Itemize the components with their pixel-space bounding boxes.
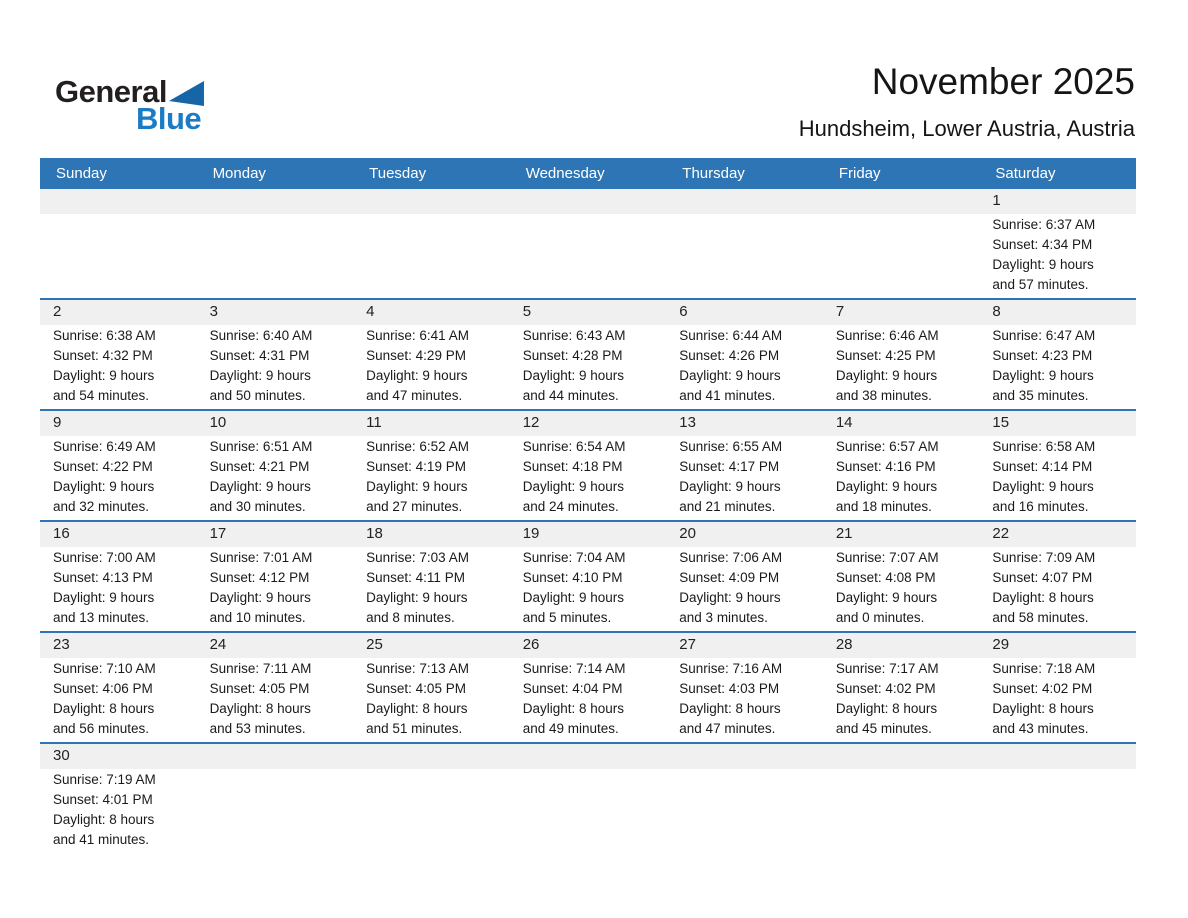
- day-detail-line: Daylight: 9 hours: [53, 590, 155, 605]
- day-cell-details: [353, 325, 510, 409]
- day-detail-line: Daylight: 8 hours: [679, 701, 781, 716]
- empty-day-cell: [510, 769, 667, 853]
- day-detail-line: Sunset: 4:19 PM: [366, 459, 466, 474]
- weekday-monday: Monday: [212, 165, 266, 182]
- day-number: 16: [53, 525, 70, 542]
- weekday-thursday: Thursday: [682, 165, 745, 182]
- day-detail-line: Daylight: 9 hours: [992, 257, 1094, 272]
- day-detail-line: and 43 minutes.: [992, 721, 1089, 736]
- day-detail-line: and 16 minutes.: [992, 499, 1089, 514]
- day-cell-details: [510, 436, 667, 520]
- logo-text-general: General: [55, 74, 167, 109]
- day-detail-line: Sunset: 4:02 PM: [992, 681, 1093, 696]
- day-detail-line: and 50 minutes.: [209, 388, 306, 403]
- day-detail-line: Daylight: 8 hours: [835, 701, 938, 716]
- day-detail-line: Sunrise: 6:37 AM: [992, 217, 1096, 232]
- day-detail-line: and 32 minutes.: [53, 499, 150, 514]
- day-cell-details: [40, 547, 197, 631]
- day-details-strip: [40, 547, 1136, 631]
- empty-day-cell: [40, 214, 197, 298]
- weekday-saturday: Saturday: [995, 165, 1056, 182]
- empty-day-number: [979, 744, 1136, 769]
- day-detail-line: Sunset: 4:16 PM: [835, 459, 936, 474]
- day-number: 13: [679, 414, 696, 431]
- day-number-strip: [40, 522, 1136, 547]
- day-detail-line: Daylight: 9 hours: [679, 479, 781, 494]
- day-cell-details: [510, 658, 667, 742]
- calendar-weeks: [40, 189, 1136, 853]
- day-detail-line: Sunrise: 7:17 AM: [835, 661, 939, 676]
- day-detail-line: and 30 minutes.: [209, 499, 306, 514]
- empty-day-cell: [197, 214, 354, 298]
- day-detail-line: Sunset: 4:25 PM: [835, 348, 936, 363]
- day-detail-line: and 47 minutes.: [679, 721, 776, 736]
- empty-day-cell: [823, 769, 980, 853]
- empty-day-cell: [197, 769, 354, 853]
- weekday-tuesday: Tuesday: [369, 165, 427, 182]
- day-number-strip: [40, 189, 1136, 214]
- empty-day-number: [510, 744, 667, 769]
- day-detail-line: Daylight: 9 hours: [209, 479, 311, 494]
- day-detail-line: Sunset: 4:31 PM: [209, 348, 310, 363]
- day-detail-line: Sunset: 4:11 PM: [366, 570, 465, 585]
- day-number: 27: [679, 636, 696, 653]
- day-detail-line: Daylight: 8 hours: [992, 590, 1094, 605]
- day-detail-line: Sunrise: 7:14 AM: [522, 661, 626, 676]
- day-number: 25: [366, 636, 383, 653]
- day-detail-line: Sunrise: 7:18 AM: [992, 661, 1096, 676]
- day-cell-details: [823, 658, 980, 742]
- title-block: [799, 62, 1135, 142]
- day-detail-line: Sunrise: 7:01 AM: [209, 550, 313, 565]
- day-cell-details: [510, 547, 667, 631]
- day-cell-details: [197, 658, 354, 742]
- empty-day-number: [197, 744, 354, 769]
- day-number: 22: [992, 525, 1010, 542]
- day-detail-line: Sunrise: 7:16 AM: [679, 661, 783, 676]
- day-detail-line: and 10 minutes.: [209, 610, 306, 625]
- day-detail-line: Sunset: 4:23 PM: [992, 348, 1093, 363]
- day-number: 18: [366, 525, 383, 542]
- day-number: 4: [366, 303, 375, 320]
- day-detail-line: Sunrise: 6:57 AM: [835, 439, 939, 454]
- day-detail-line: Sunset: 4:14 PM: [992, 459, 1093, 474]
- day-detail-line: Daylight: 9 hours: [522, 368, 625, 383]
- day-cell-details: [823, 547, 980, 631]
- weekday-header-row: [40, 158, 1136, 189]
- day-cell-details: [979, 325, 1136, 409]
- day-detail-line: Sunset: 4:07 PM: [992, 570, 1093, 585]
- day-number: 11: [366, 414, 382, 431]
- page-subtitle: Hundsheim, Lower Austria, Austria: [798, 115, 1135, 141]
- day-detail-line: Sunrise: 7:07 AM: [835, 550, 939, 565]
- day-detail-line: Sunrise: 6:41 AM: [366, 328, 469, 343]
- general-blue-logo: [55, 76, 204, 134]
- day-number: 29: [992, 636, 1010, 653]
- day-details-strip: [40, 214, 1136, 298]
- day-cell-details: [979, 658, 1136, 742]
- day-cell-details: [666, 547, 823, 631]
- day-detail-line: and 51 minutes.: [366, 721, 463, 736]
- empty-day-number: [197, 189, 354, 214]
- day-cell-details: [197, 436, 354, 520]
- day-number: 19: [522, 525, 540, 542]
- day-cell-details: [353, 547, 510, 631]
- day-cell-details: [666, 658, 823, 742]
- day-detail-line: Daylight: 9 hours: [366, 479, 468, 494]
- day-detail-line: and 53 minutes.: [209, 721, 306, 736]
- empty-day-cell: [353, 214, 510, 298]
- day-detail-line: and 44 minutes.: [522, 388, 619, 403]
- weekday-sunday: Sunday: [56, 165, 107, 182]
- empty-day-number: [666, 189, 823, 214]
- day-detail-line: Sunset: 4:17 PM: [679, 459, 780, 474]
- day-cell-details: [353, 436, 510, 520]
- day-number-strip: [40, 300, 1136, 325]
- day-number: 6: [679, 303, 688, 320]
- empty-day-number: [510, 189, 667, 214]
- day-detail-line: Daylight: 8 hours: [53, 701, 155, 716]
- day-detail-line: Daylight: 9 hours: [679, 590, 781, 605]
- day-cell-details: [666, 325, 823, 409]
- weekday-friday: Friday: [838, 165, 881, 182]
- day-number: 21: [835, 525, 853, 542]
- week-row: [40, 300, 1136, 411]
- day-detail-line: Sunset: 4:26 PM: [679, 348, 780, 363]
- day-detail-line: Sunset: 4:02 PM: [835, 681, 936, 696]
- day-number: 7: [835, 303, 845, 320]
- day-detail-line: Sunset: 4:03 PM: [679, 681, 780, 696]
- empty-day-cell: [979, 769, 1136, 853]
- day-detail-line: and 41 minutes.: [53, 832, 150, 847]
- day-detail-line: Daylight: 9 hours: [679, 368, 781, 383]
- day-cell-details: [979, 547, 1136, 631]
- day-detail-line: Sunset: 4:28 PM: [522, 348, 623, 363]
- day-cell-details: [353, 658, 510, 742]
- day-detail-line: and 45 minutes.: [835, 721, 932, 736]
- day-number: 12: [522, 414, 540, 431]
- day-details-strip: [40, 769, 1136, 853]
- empty-day-cell: [666, 769, 823, 853]
- weekday-wednesday: Wednesday: [525, 165, 605, 182]
- day-detail-line: Sunset: 4:29 PM: [366, 348, 466, 363]
- day-detail-line: Sunrise: 7:00 AM: [53, 550, 156, 565]
- day-detail-line: Daylight: 9 hours: [366, 368, 468, 383]
- day-number: 26: [522, 636, 540, 653]
- day-number: 28: [835, 636, 853, 653]
- empty-day-number: [353, 189, 510, 214]
- day-detail-line: Sunset: 4:05 PM: [366, 681, 466, 696]
- day-detail-line: and 24 minutes.: [522, 499, 619, 514]
- empty-day-number: [666, 744, 823, 769]
- day-cell-details: [40, 769, 197, 853]
- day-detail-line: Sunset: 4:06 PM: [53, 681, 153, 696]
- day-detail-line: Daylight: 9 hours: [835, 479, 938, 494]
- day-number-strip: [40, 633, 1136, 658]
- day-detail-line: Sunset: 4:12 PM: [209, 570, 310, 585]
- day-number-strip: [40, 411, 1136, 436]
- day-detail-line: and 56 minutes.: [53, 721, 150, 736]
- day-detail-line: and 0 minutes.: [835, 610, 925, 625]
- day-cell-details: [823, 325, 980, 409]
- day-detail-line: Sunrise: 6:38 AM: [53, 328, 156, 343]
- day-detail-line: and 41 minutes.: [679, 388, 776, 403]
- day-detail-line: Daylight: 9 hours: [522, 590, 625, 605]
- day-cell-details: [40, 658, 197, 742]
- day-detail-line: Daylight: 8 hours: [53, 812, 155, 827]
- day-detail-line: Daylight: 8 hours: [366, 701, 468, 716]
- day-detail-line: Daylight: 9 hours: [992, 479, 1094, 494]
- day-detail-line: Sunrise: 7:19 AM: [53, 772, 156, 787]
- day-detail-line: Sunrise: 6:46 AM: [835, 328, 939, 343]
- day-detail-line: Daylight: 9 hours: [53, 479, 155, 494]
- day-detail-line: Sunrise: 6:44 AM: [679, 328, 783, 343]
- day-detail-line: Sunset: 4:05 PM: [209, 681, 310, 696]
- day-detail-line: and 8 minutes.: [366, 610, 455, 625]
- week-row: [40, 522, 1136, 633]
- day-detail-line: Sunset: 4:01 PM: [53, 792, 153, 807]
- week-row: [40, 411, 1136, 522]
- day-detail-line: Daylight: 8 hours: [522, 701, 625, 716]
- day-detail-line: Sunrise: 7:09 AM: [992, 550, 1096, 565]
- day-number: 30: [53, 747, 70, 764]
- day-detail-line: Sunrise: 6:55 AM: [679, 439, 783, 454]
- day-number: 10: [209, 414, 227, 431]
- day-detail-line: Sunrise: 6:43 AM: [522, 328, 626, 343]
- day-cell-details: [823, 436, 980, 520]
- day-detail-line: and 58 minutes.: [992, 610, 1089, 625]
- day-detail-line: and 5 minutes.: [522, 610, 612, 625]
- day-detail-line: Sunset: 4:04 PM: [522, 681, 623, 696]
- empty-day-cell: [510, 214, 667, 298]
- day-detail-line: Daylight: 8 hours: [209, 701, 311, 716]
- day-details-strip: [40, 325, 1136, 409]
- day-cell-details: [40, 325, 197, 409]
- day-detail-line: Sunrise: 7:06 AM: [679, 550, 783, 565]
- day-detail-line: Daylight: 9 hours: [835, 590, 938, 605]
- day-detail-line: Sunrise: 6:54 AM: [522, 439, 626, 454]
- day-detail-line: and 38 minutes.: [835, 388, 932, 403]
- day-detail-line: Sunrise: 6:52 AM: [366, 439, 469, 454]
- day-number: 5: [522, 303, 532, 320]
- day-detail-line: Sunrise: 7:03 AM: [366, 550, 469, 565]
- day-number: 2: [53, 303, 62, 320]
- day-detail-line: Sunset: 4:13 PM: [53, 570, 153, 585]
- day-detail-line: Daylight: 9 hours: [53, 368, 155, 383]
- empty-day-number: [823, 744, 980, 769]
- day-detail-line: Sunset: 4:08 PM: [835, 570, 936, 585]
- day-detail-line: and 3 minutes.: [679, 610, 768, 625]
- day-detail-line: Sunset: 4:21 PM: [209, 459, 310, 474]
- day-detail-line: Sunrise: 6:47 AM: [992, 328, 1096, 343]
- day-detail-line: Daylight: 9 hours: [366, 590, 468, 605]
- day-detail-line: Sunset: 4:34 PM: [992, 237, 1093, 252]
- calendar: [40, 158, 1136, 853]
- week-row: [40, 189, 1136, 300]
- day-detail-line: Daylight: 9 hours: [992, 368, 1094, 383]
- empty-day-number: [353, 744, 510, 769]
- day-cell-details: [197, 325, 354, 409]
- day-detail-line: Sunrise: 6:51 AM: [209, 439, 313, 454]
- day-number: 14: [835, 414, 853, 431]
- day-detail-line: Sunrise: 6:58 AM: [992, 439, 1096, 454]
- day-cell-details: [510, 325, 667, 409]
- day-number: 9: [53, 414, 62, 431]
- day-detail-line: and 54 minutes.: [53, 388, 150, 403]
- day-number: 8: [992, 303, 1001, 320]
- day-number: 1: [992, 192, 1001, 209]
- day-cell-details: [979, 436, 1136, 520]
- day-cell-details: [979, 214, 1136, 298]
- day-detail-line: Sunrise: 7:11 AM: [209, 661, 312, 676]
- day-detail-line: and 49 minutes.: [522, 721, 619, 736]
- page-title: November 2025: [871, 61, 1135, 102]
- empty-day-number: [823, 189, 980, 214]
- day-details-strip: [40, 658, 1136, 742]
- day-detail-line: Daylight: 8 hours: [992, 701, 1094, 716]
- day-detail-line: and 47 minutes.: [366, 388, 463, 403]
- week-row: [40, 633, 1136, 744]
- day-details-strip: [40, 436, 1136, 520]
- week-row: [40, 744, 1136, 853]
- day-cell-details: [40, 436, 197, 520]
- empty-day-cell: [823, 214, 980, 298]
- day-number: 15: [992, 414, 1010, 431]
- day-detail-line: Sunset: 4:10 PM: [522, 570, 623, 585]
- day-detail-line: Sunrise: 7:10 AM: [53, 661, 156, 676]
- day-detail-line: Sunset: 4:22 PM: [53, 459, 153, 474]
- day-number: 3: [209, 303, 218, 320]
- empty-day-number: [40, 189, 197, 214]
- day-detail-line: Daylight: 9 hours: [209, 368, 311, 383]
- day-detail-line: Sunrise: 7:04 AM: [522, 550, 626, 565]
- logo-text-blue: Blue: [136, 101, 202, 136]
- day-detail-line: Sunset: 4:09 PM: [679, 570, 780, 585]
- day-detail-line: and 57 minutes.: [992, 277, 1089, 292]
- day-number: 23: [53, 636, 70, 653]
- day-cell-details: [666, 436, 823, 520]
- day-number: 24: [209, 636, 227, 653]
- empty-day-cell: [666, 214, 823, 298]
- day-detail-line: Daylight: 9 hours: [835, 368, 938, 383]
- day-detail-line: Sunset: 4:18 PM: [522, 459, 623, 474]
- day-detail-line: Daylight: 9 hours: [522, 479, 625, 494]
- day-detail-line: and 13 minutes.: [53, 610, 150, 625]
- empty-day-cell: [353, 769, 510, 853]
- day-detail-line: and 18 minutes.: [835, 499, 932, 514]
- day-detail-line: Daylight: 9 hours: [209, 590, 311, 605]
- day-number-strip: [40, 744, 1136, 769]
- day-detail-line: Sunrise: 6:49 AM: [53, 439, 156, 454]
- day-number: 17: [209, 525, 227, 542]
- day-detail-line: Sunrise: 6:40 AM: [209, 328, 313, 343]
- day-number: 20: [679, 525, 696, 542]
- day-detail-line: Sunrise: 7:13 AM: [366, 661, 469, 676]
- day-detail-line: and 21 minutes.: [679, 499, 776, 514]
- day-detail-line: Sunset: 4:32 PM: [53, 348, 153, 363]
- day-detail-line: and 35 minutes.: [992, 388, 1089, 403]
- day-detail-line: and 27 minutes.: [366, 499, 463, 514]
- day-cell-details: [197, 547, 354, 631]
